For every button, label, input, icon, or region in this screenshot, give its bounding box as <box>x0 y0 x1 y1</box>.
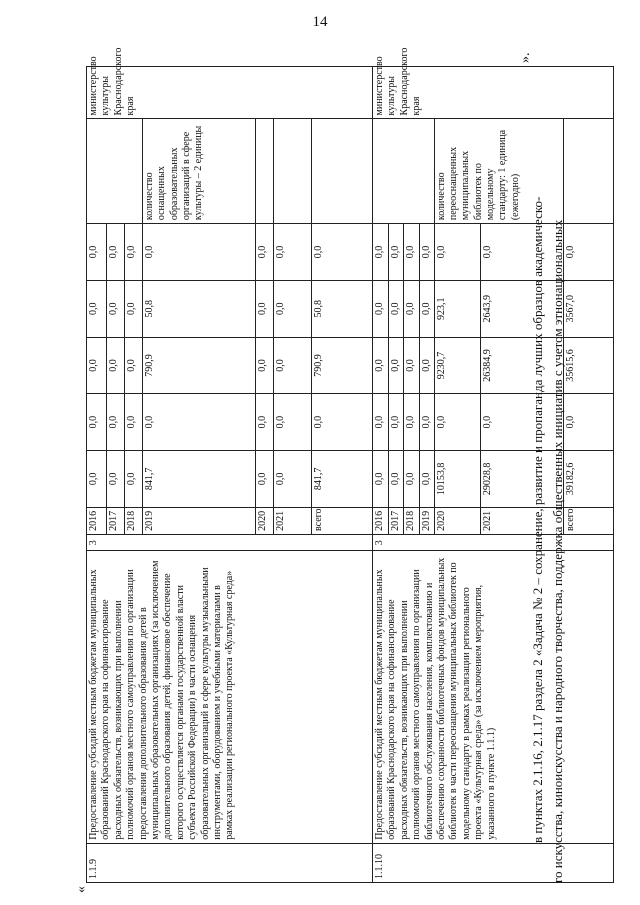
amendment-text-line-1: в пунктах 2.1.16, 2.1.17 раздела 2 «Задача № 2 – сохранение, развитие и пропаганда лучших образцов академическо- <box>530 196 545 843</box>
amount-cell: 0,0 <box>480 394 563 451</box>
amount-cell: 0,0 <box>373 394 389 451</box>
amount-cell: 0,0 <box>87 280 107 337</box>
amount-cell: 0,0 <box>274 337 312 394</box>
amount-cell: 0,0 <box>373 337 389 394</box>
amount-cell: 0,0 <box>434 224 480 281</box>
amount-cell: 50,8 <box>143 280 256 337</box>
page-number: 14 <box>312 14 328 30</box>
result-empty <box>563 119 613 224</box>
result-indicator: количество переоснащенных муниципальных библиотек по модельному стандарту: 1 единица (ежегодно) <box>434 119 563 224</box>
result-empty <box>256 119 274 224</box>
amount-cell: 0,0 <box>125 337 143 394</box>
amount-cell: 0,0 <box>404 451 419 508</box>
measure-description: Предоставление субсидий местным бюджетам муниципальных образований Краснодарского края на софинансирование расходных обязательств, возникающих при выполнении полномочий органов местного самоуправления по организации предоставления дополнительного образования детей в муниципальных образовательных организациях (за исключением дополнительного образования детей, финансовое обеспечение которого осуществляется органами государственной власти субъекта Российской Федерации) в части оснащения образовательных организаций в сфере культуры музыкальными инструментами, оборудованием и учебными материалами в рамках реализации регионального проекта «Культурная среда» <box>87 551 373 843</box>
result-empty <box>274 119 312 224</box>
year-cell: 2016 <box>373 507 389 534</box>
funding-source: 3 <box>87 535 373 551</box>
amount-cell: 0,0 <box>389 280 404 337</box>
result-indicator: количество оснащенных образовательных организаций в сфере культуры – 2 единицы <box>143 119 256 224</box>
amount-cell: 0,0 <box>125 451 143 508</box>
year-cell: 2019 <box>419 507 434 534</box>
table-row <box>373 67 389 883</box>
amount-cell: 0,0 <box>143 394 256 451</box>
amount-cell: 0,0 <box>389 451 404 508</box>
amount-cell: 0,0 <box>87 337 107 394</box>
amount-cell: 0,0 <box>107 337 125 394</box>
amount-cell: 0,0 <box>107 451 125 508</box>
year-cell: 2020 <box>256 507 274 534</box>
result-empty <box>373 119 435 224</box>
amount-cell: 0,0 <box>107 224 125 281</box>
amount-cell: 790,9 <box>143 337 256 394</box>
amount-cell: 0,0 <box>434 394 480 451</box>
amount-cell: 35615,6 <box>563 337 613 394</box>
amount-cell: 0,0 <box>419 394 434 451</box>
year-cell: 2019 <box>143 507 256 534</box>
amendment-text-line-2: го искусства, киноискусства и народного творчества, поддержка общественных инициатив с учетом этнонациональных <box>550 219 565 883</box>
funding-source: 3 <box>373 535 614 551</box>
amount-cell: 0,0 <box>274 224 312 281</box>
amount-cell: 841,7 <box>312 451 373 508</box>
measure-description: Предоставление субсидий местным бюджетам муниципальных образований Краснодарского края на софинансирование расходных обязательств, возникающих при выполнении полномочий органов местного самоуправления по организации библиотечного обслуживания населения, комплектованию и обеспечению сохранности библиотечных фондов муниципальных библиотек в части переоснащения муниципальных библиотек по модельному стандарту в рамках реализации регионального проекта «Культурная среда» (за исключением мероприятия, указанного в пункте 1.1.1) <box>373 551 614 843</box>
amount-cell: 0,0 <box>404 280 419 337</box>
amount-cell: 0,0 <box>256 394 274 451</box>
amount-cell: 0,0 <box>389 337 404 394</box>
amount-cell: 0,0 <box>312 394 373 451</box>
amount-cell: 0,0 <box>563 224 613 281</box>
year-cell: 2020 <box>434 507 480 534</box>
amount-cell: 10153,8 <box>434 451 480 508</box>
row-number: 1.1.10 <box>373 843 614 882</box>
amount-cell: 0,0 <box>125 280 143 337</box>
result-empty <box>312 119 373 224</box>
amount-cell: 0,0 <box>274 451 312 508</box>
amount-cell: 0,0 <box>373 224 389 281</box>
amount-cell: 50,8 <box>312 280 373 337</box>
result-empty <box>87 119 143 224</box>
amount-cell: 0,0 <box>389 224 404 281</box>
amount-cell: 2643,9 <box>480 280 563 337</box>
amount-cell: 0,0 <box>87 451 107 508</box>
amount-cell: 29028,8 <box>480 451 563 508</box>
amount-cell: 0,0 <box>87 394 107 451</box>
amount-cell: 0,0 <box>312 224 373 281</box>
year-cell: 2016 <box>87 507 107 534</box>
amount-cell: 0,0 <box>419 337 434 394</box>
amount-cell: 3567,0 <box>563 280 613 337</box>
amount-cell: 0,0 <box>107 394 125 451</box>
amount-cell: 0,0 <box>274 394 312 451</box>
rotated-page-content <box>56 43 596 893</box>
amount-cell: 0,0 <box>125 224 143 281</box>
amount-cell: 0,0 <box>107 280 125 337</box>
year-cell: всего <box>563 507 613 534</box>
close-quote: ». <box>518 52 533 63</box>
amount-cell: 790,9 <box>312 337 373 394</box>
amount-cell: 0,0 <box>87 224 107 281</box>
amount-cell: 0,0 <box>419 224 434 281</box>
year-cell: 2021 <box>274 507 312 534</box>
amount-cell: 923,1 <box>434 280 480 337</box>
year-cell: 2018 <box>404 507 419 534</box>
amount-cell: 841,7 <box>143 451 256 508</box>
amount-cell: 0,0 <box>373 451 389 508</box>
amount-cell: 26384,9 <box>480 337 563 394</box>
amount-cell: 0,0 <box>373 280 389 337</box>
amount-cell: 0,0 <box>143 224 256 281</box>
amount-cell: 0,0 <box>389 394 404 451</box>
amount-cell: 0,0 <box>404 394 419 451</box>
amount-cell: 39182,6 <box>563 451 613 508</box>
table-row <box>87 67 107 883</box>
amount-cell: 0,0 <box>256 337 274 394</box>
amount-cell: 0,0 <box>256 224 274 281</box>
amendment-text <box>528 63 568 883</box>
amount-cell: 0,0 <box>404 224 419 281</box>
amount-cell: 0,0 <box>563 394 613 451</box>
open-quote: « <box>74 886 89 893</box>
executor: министерство культуры Краснодарского края <box>87 67 373 119</box>
row-number: 1.1.9 <box>87 843 373 882</box>
amount-cell: 0,0 <box>419 280 434 337</box>
amount-cell: 0,0 <box>125 394 143 451</box>
year-cell: 2018 <box>125 507 143 534</box>
year-cell: 2017 <box>107 507 125 534</box>
amount-cell: 0,0 <box>256 451 274 508</box>
amount-cell: 0,0 <box>274 280 312 337</box>
year-cell: 2017 <box>389 507 404 534</box>
amount-cell: 0,0 <box>419 451 434 508</box>
year-cell: всего <box>312 507 373 534</box>
amount-cell: 0,0 <box>480 224 563 281</box>
amount-cell: 0,0 <box>404 337 419 394</box>
executor: министерство культуры Краснодарского края <box>373 67 614 119</box>
amount-cell: 9230,7 <box>434 337 480 394</box>
year-cell: 2021 <box>480 507 563 534</box>
amount-cell: 0,0 <box>256 280 274 337</box>
